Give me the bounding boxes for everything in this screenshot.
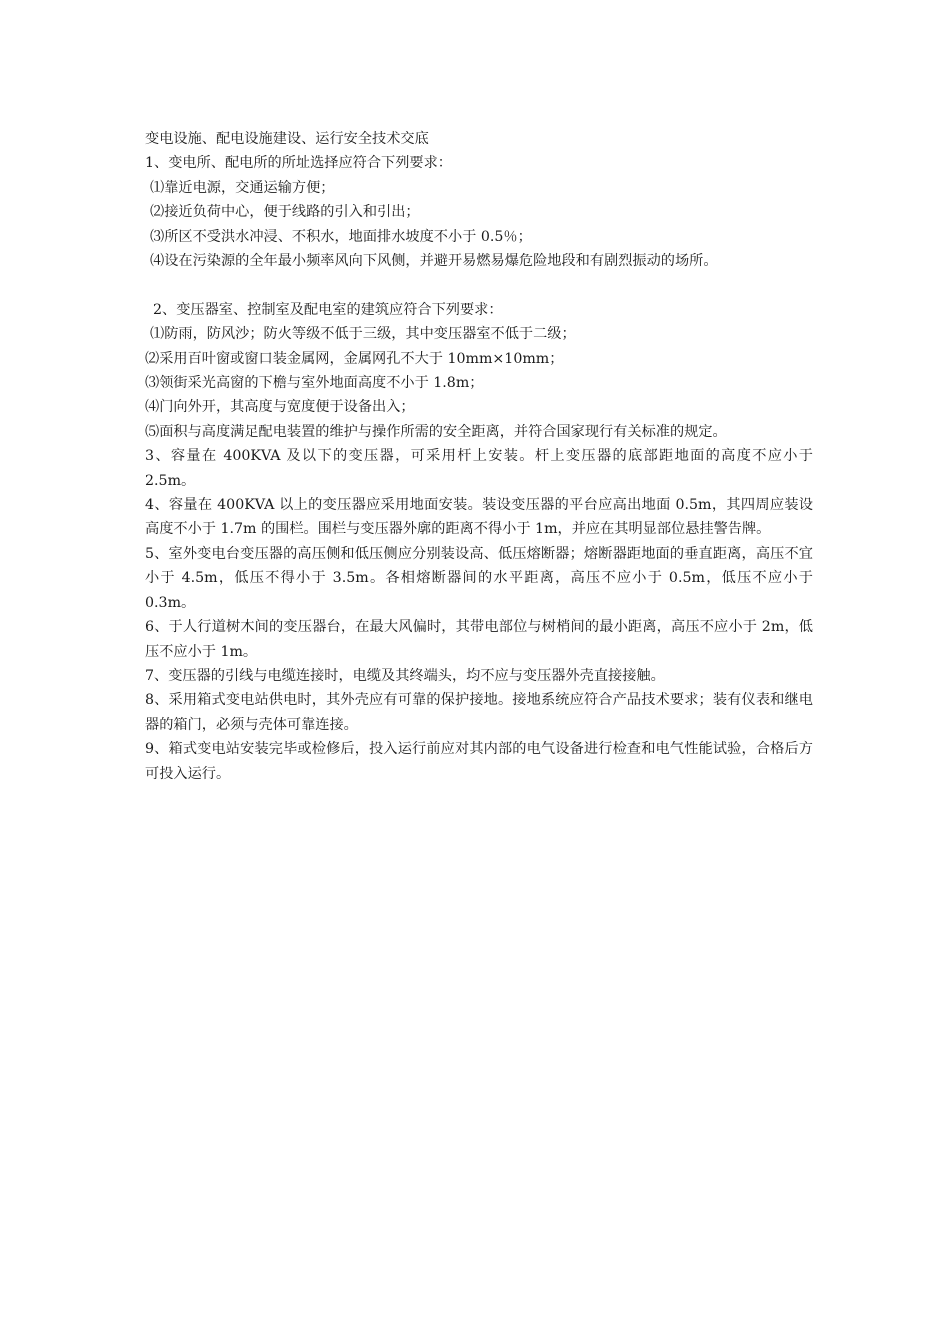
paragraph-3: 3、容量在 400KVA 及以下的变压器，可采用杆上安装。杆上变压器的底部距地面的高度不应小于 2.5m。 <box>145 448 813 489</box>
paragraph-4: 4、容量在 400KVA 以上的变压器应采用地面安装。装设变压器的平台应高出地面 0.5m，其四周应装设高度不小于 1.7m 的围栏。围栏与变压器外廓的距离不得小于 1m，并应在其明显部位悬挂警告牌。 <box>145 497 813 538</box>
section-1-item: ⑴靠近电源，交通运输方便； <box>150 179 335 196</box>
section-2-item: ⑷门向外开，其高度与宽度便于设备出入； <box>145 399 415 416</box>
section-2-item: ⑶领街采光高窗的下檐与室外地面高度不小于 1.8m； <box>145 375 484 392</box>
section-1-heading: 1、变电所、配电所的所址选择应符合下列要求： <box>145 155 452 172</box>
paragraph-9: 9、箱式变电站安装完毕或检修后，投入运行前应对其内部的电气设备进行检查和电气性能试验，合格后方可投入运行。 <box>145 741 813 782</box>
section-1-item: ⑵接近负荷中心，便于线路的引入和引出； <box>150 204 420 221</box>
section-2-item: ⑸面积与高度满足配电装置的维护与操作所需的安全距离，并符合国家现行有关标准的规定。 <box>145 423 727 440</box>
section-2-heading: 2、变压器室、控制室及配电室的建筑应符合下列要求： <box>153 301 503 318</box>
paragraph-6: 6、于人行道树木间的变压器台，在最大风偏时，其带电部位与树梢间的最小距离，高压不应小于 2m，低压不应小于 1m。 <box>145 619 813 660</box>
paragraph-5: 5、室外变电台变压器的高压侧和低压侧应分别装设高、低压熔断器；熔断器距地面的垂直距离，高压不宜小于 4.5m，低压不得小于 3.5m。各相熔断器间的水平距离，高压不应小于 0.5m，低压不应小于 0.3m。 <box>145 545 813 611</box>
document-title: 变电设施、配电设施建设、运行安全技术交底 <box>145 131 429 147</box>
paragraph-7: 7、变压器的引线与电缆连接时，电缆及其终端头，均不应与变压器外壳直接接触。 <box>145 667 665 684</box>
document-body <box>145 127 813 786</box>
section-1-item: ⑶所区不受洪水冲浸、不积水，地面排水坡度不小于 0.5％； <box>150 228 532 245</box>
blank-line <box>145 273 813 297</box>
section-2-item: ⑵采用百叶窗或窗口装金属网，金属网孔不大于 10mm×10mm； <box>145 350 564 367</box>
section-2-item: ⑴防雨，防风沙；防火等级不低于三级，其中变压器室不低于二级； <box>150 326 576 343</box>
paragraph-8: 8、采用箱式变电站供电时，其外壳应有可靠的保护接地。接地系统应符合产品技术要求；装有仪表和继电器的箱门，必须与壳体可靠连接。 <box>145 692 813 733</box>
section-1-item: ⑷设在污染源的全年最小频率风向下风侧，并避开易燃易爆危险地段和有剧烈振动的场所。 <box>150 253 718 270</box>
